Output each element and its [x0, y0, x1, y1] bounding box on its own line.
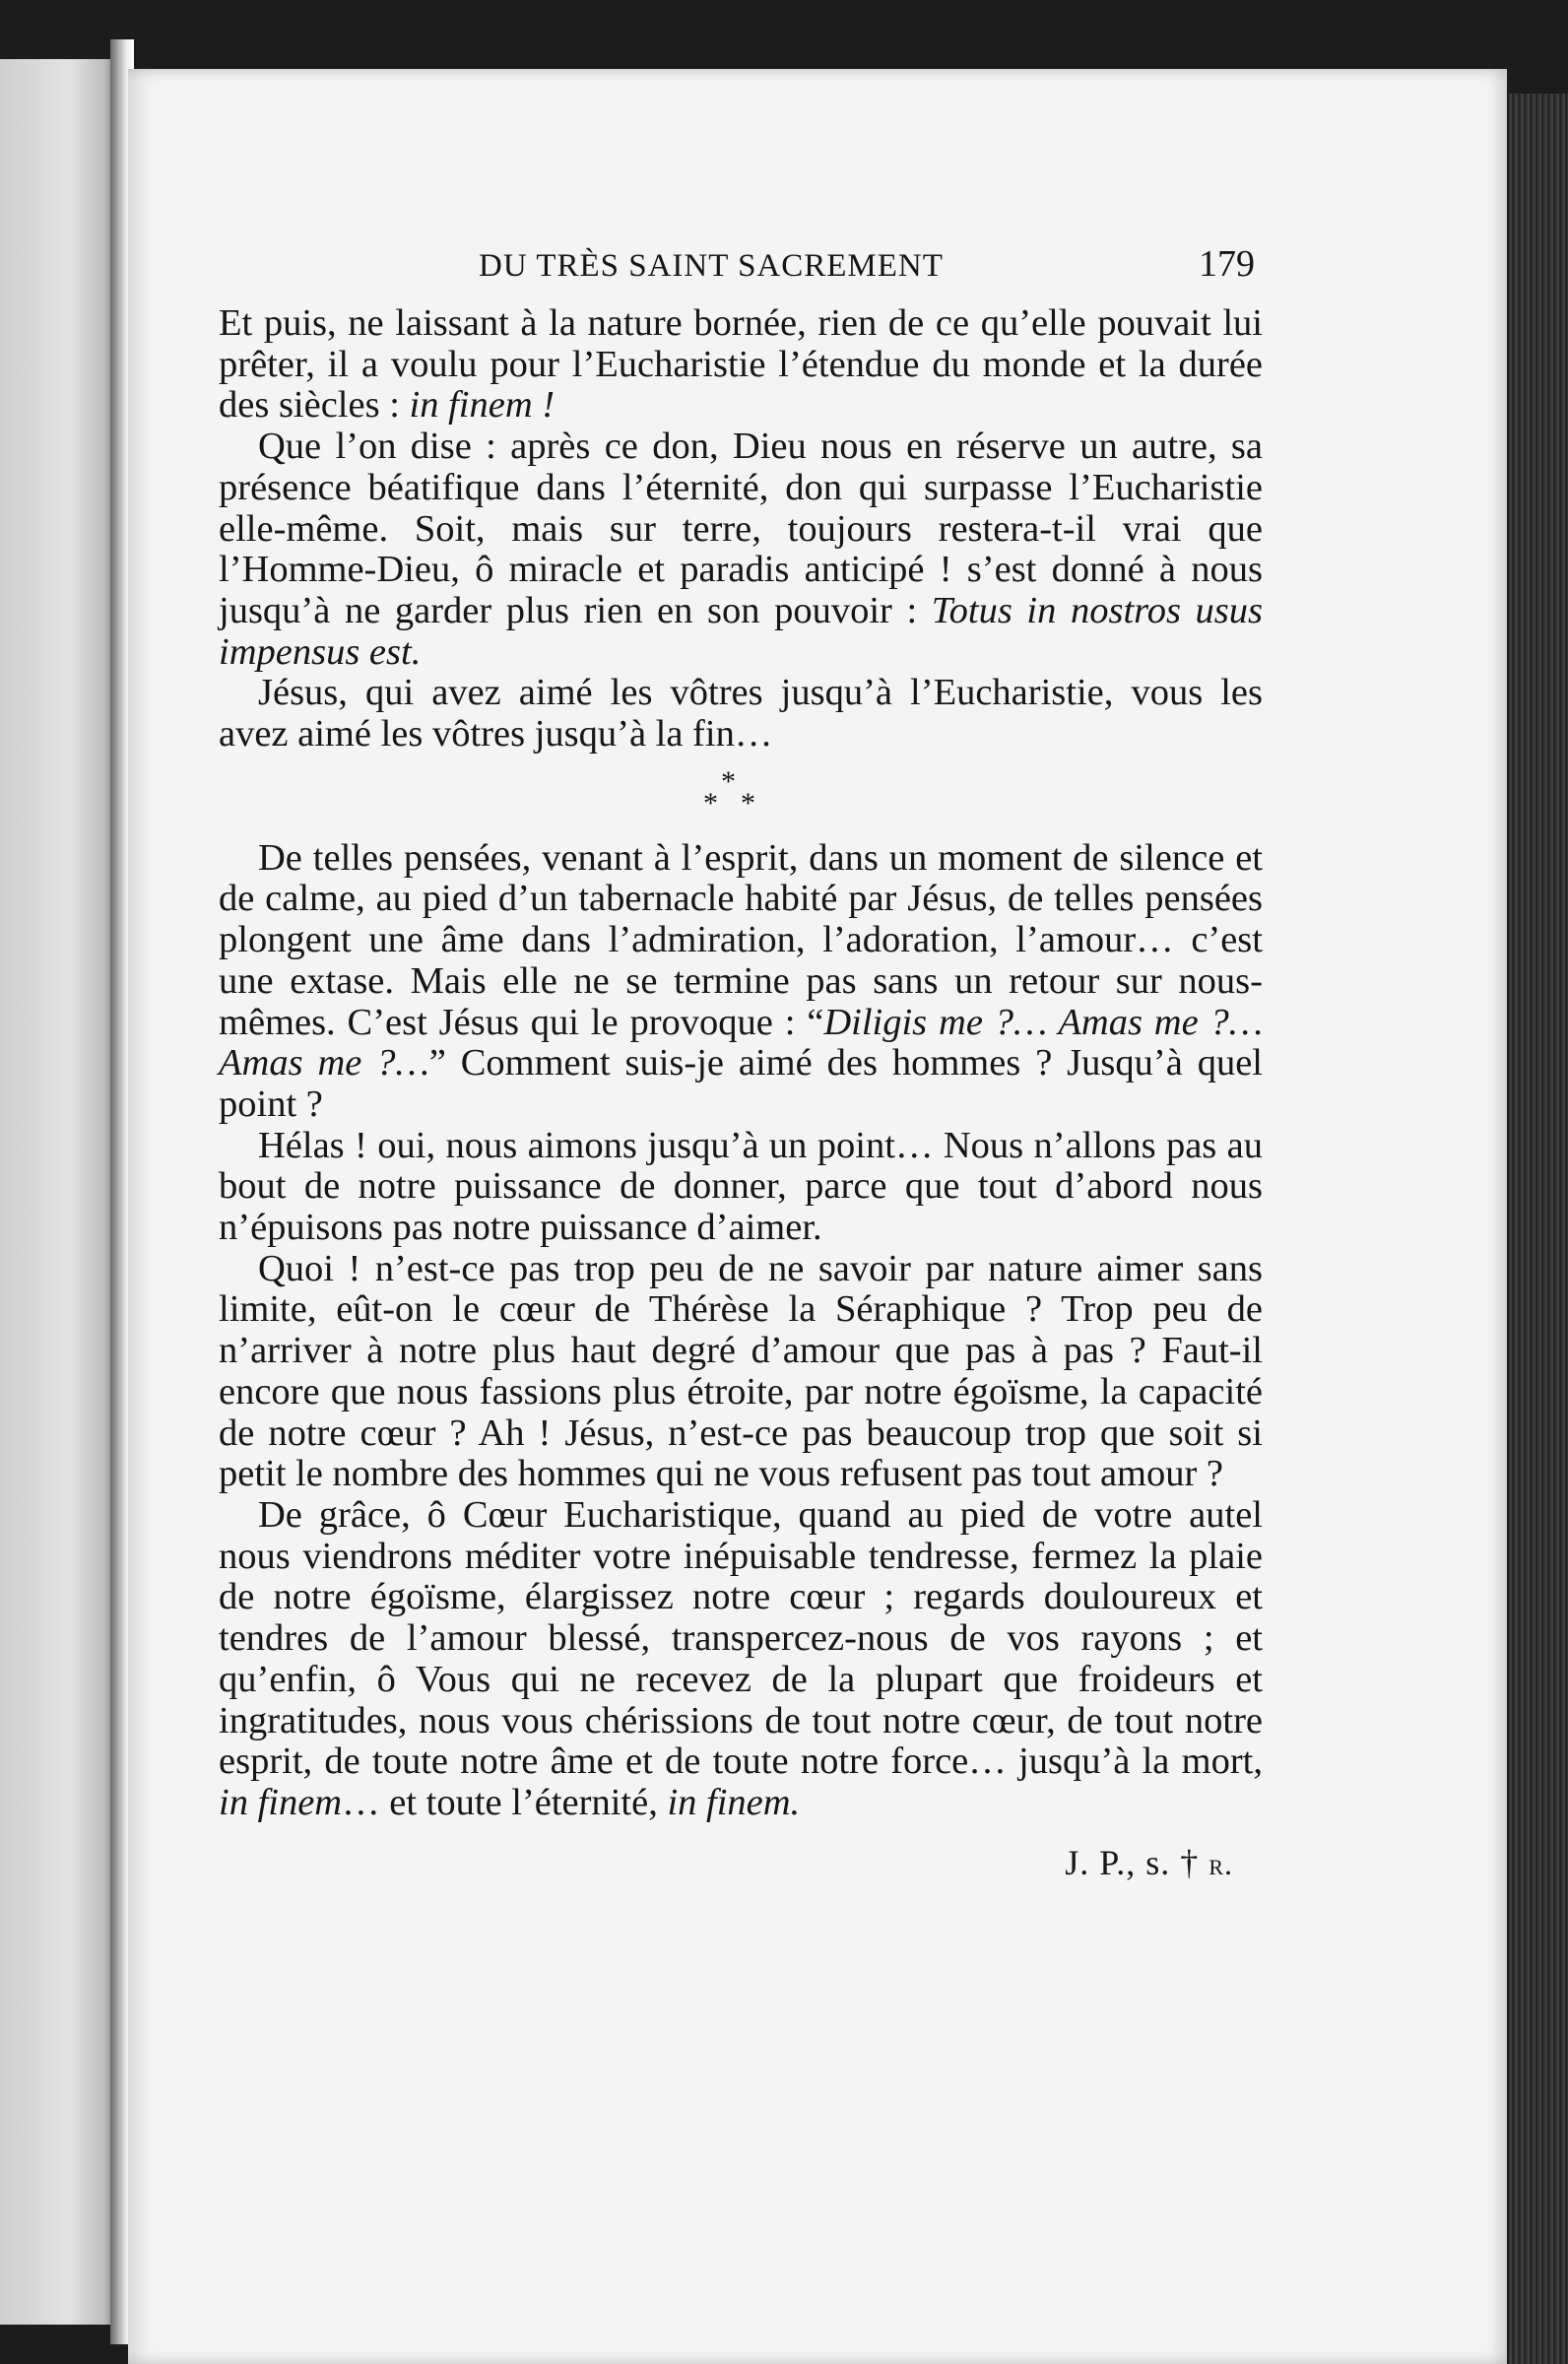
page-edges: [1509, 94, 1568, 2364]
separator-star: *: [741, 786, 755, 820]
paragraph-4-latin: Diligis me ?… Amas me ?… Amas me ?…: [219, 1001, 1264, 1084]
paragraph-6: Quoi ! n’est-ce pas trop peu de ne savoir par nature aimer sans limite, eût-on le cœur de Thérèse la Séraphique ? Trop peu de n’arriver à notre plus haut degré d’amour que pas à pas ? Faut-il encore que nous fassions plus étroite, par notre égoïsme, la capacité de notre cœur ? Ah ! Jésus, n’est-ce pas beaucoup trop que soit si petit le nombre des hommes qui ne vous refusent pas tout amour ?: [219, 1247, 1263, 1495]
paragraph-2-text: Que l’on dise : après ce don, Dieu nous en réserve un autre, sa présence béatifique dans l’éternité, don qui surpasse l’Eucharistie elle-même. Soit, mais sur terre, toujours restera-t-il vrai que l’Homme-Dieu, ô miracle et paradis anticipé ! s’est donné à nous jusqu’à ne garder plus rien en son pouvoir :: [219, 426, 1263, 631]
paragraph-1-text: Et puis, ne laissant à la nature bornée, rien de ce qu’elle pouvait lui prêter, il a voulu pour l’Eucharistie l’étendue du monde et la durée des siècles :: [219, 302, 1263, 427]
section-separator: [219, 755, 1263, 838]
signature-suffix: r.: [1209, 1845, 1233, 1881]
separator-star: *: [703, 786, 718, 820]
paragraph-4-text-end: ” Comment suis-je aimé des hommes ? Jusqu’à quel point ?: [219, 1042, 1263, 1125]
paragraph-2: [219, 427, 1263, 673]
paragraph-7-latin-1: in finem: [219, 1781, 343, 1823]
paragraph-4: [219, 838, 1263, 1126]
paragraph-2-latin: Totus in nostros usus impensus est.: [219, 589, 1263, 673]
separator-star: *: [721, 764, 736, 798]
signature-initials: J. P., s. †: [1065, 1842, 1209, 1882]
paragraph-7-latin-2: in finem.: [667, 1781, 801, 1823]
page-number: 179: [1199, 243, 1255, 285]
paragraph-7-text-2: … et toute l’éternité,: [342, 1781, 668, 1823]
running-title: DU TRÈS SAINT SACREMENT: [479, 248, 944, 284]
paragraph-7-text: De grâce, ô Cœur Eucharistique, quand au pied de votre autel nous viendrons méditer votre inépuisable tendresse, fermez la plaie de notre égoïsme, élargissez notre cœur ; regards douloureux et tendres de l’amour blessé, transpercez-nous de vos rayons ; et qu’enfin, ô Vous qui ne recevez de la plupart que froideurs et ingratitudes, nous vous chérissions de tout notre cœur, de tout notre esprit, de toute notre âme et de toute notre force… jusqu’à la mort,: [219, 1493, 1263, 1783]
paragraph-1-latin: in finem !: [409, 384, 555, 427]
paragraph-3: Jésus, qui avez aimé les vôtres jusqu’à l’Eucharistie, vous les avez aimé les vôtres jusqu’à la fin…: [219, 672, 1263, 755]
signature: [219, 1842, 1233, 1883]
running-header: [219, 242, 1263, 297]
paragraph-5: Hélas ! oui, nous aimons jusqu’à un point… Nous n’allons pas au bout de notre puissance de donner, parce que tout d’abord nous n’épuisons pas notre puissance d’aimer.: [219, 1124, 1263, 1249]
paragraph-7: [219, 1495, 1263, 1824]
left-page-edge: [0, 59, 116, 2325]
page-text-block: [219, 242, 1263, 1883]
paragraph-1: [219, 303, 1263, 427]
paragraph-4-text: De telles pensées, venant à l’esprit, dans un moment de silence et de calme, au pied d’un tabernacle habité par Jésus, de telles pensées plongent une âme dans l’admiration, l’adoration, l’amour… c’est une extase. Mais elle ne se termine pas sans un retour sur nous-mêmes. C’est Jésus qui le provoque : “: [219, 836, 1263, 1043]
